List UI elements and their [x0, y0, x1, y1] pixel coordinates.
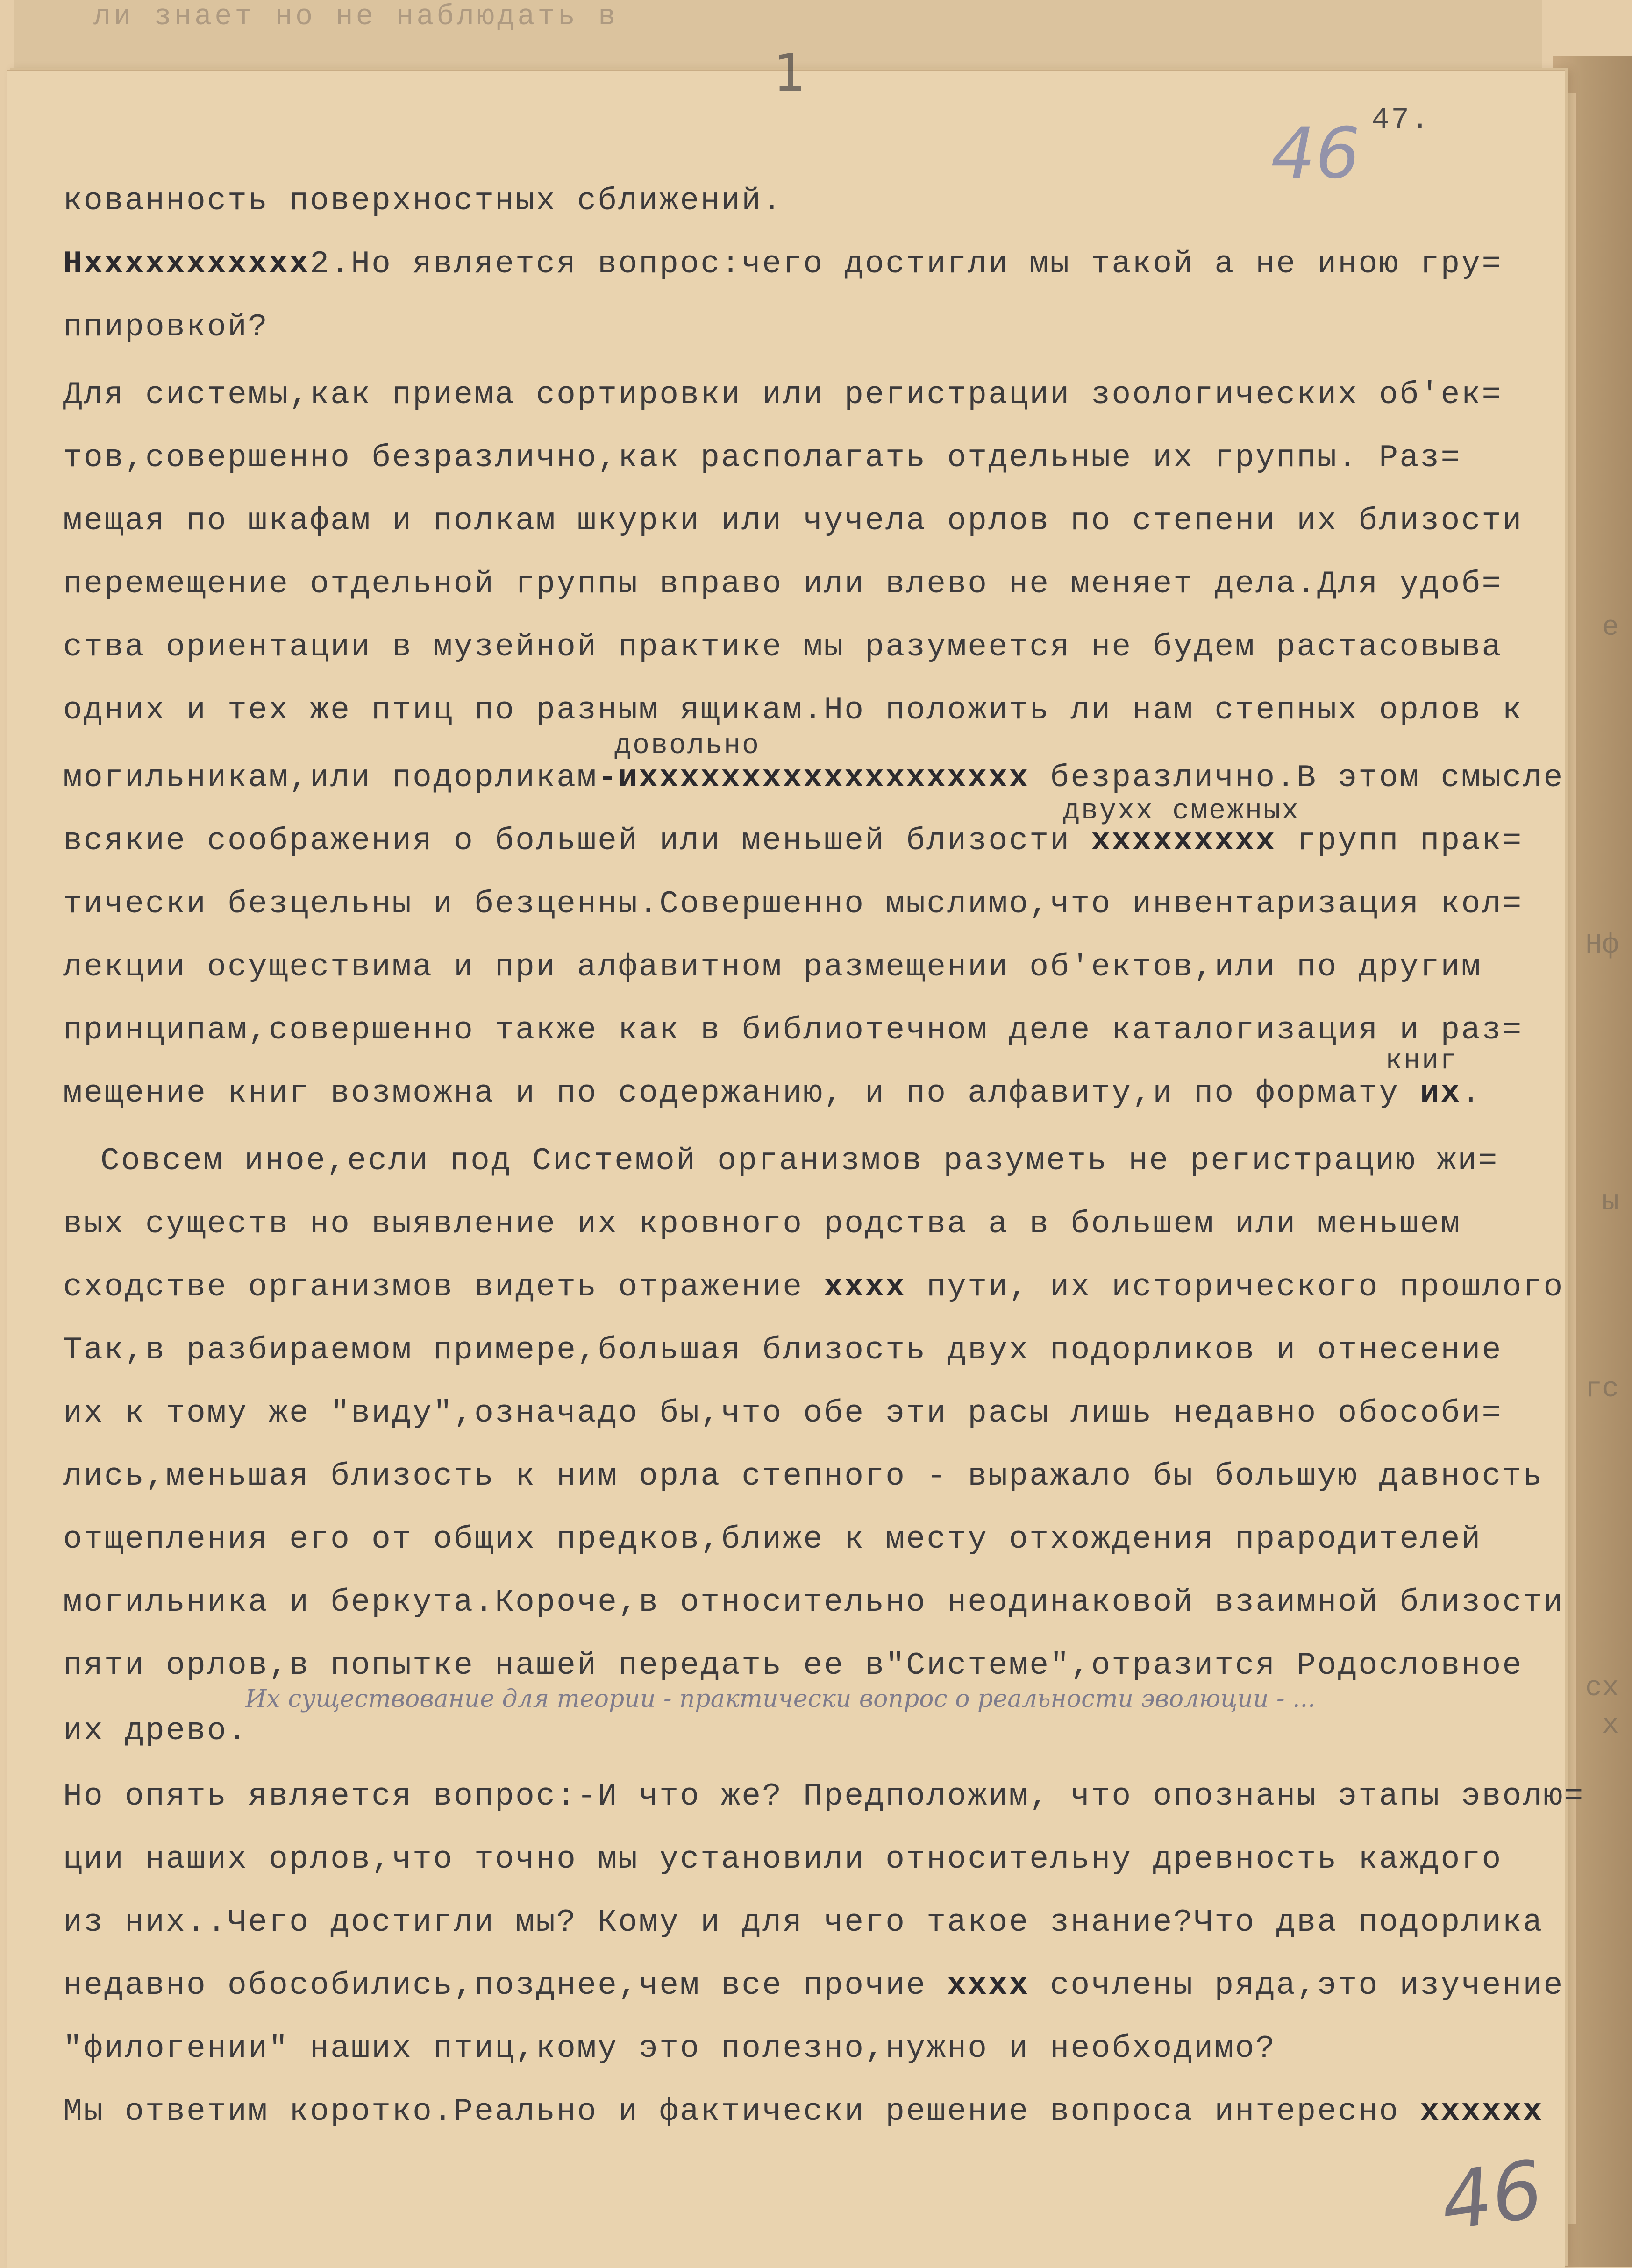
text-line: могильникам,или подорликам-иххххххххххххххххххх безразлично.В этом смысле [63, 760, 1564, 796]
edge-letter: сх [1585, 1672, 1619, 1704]
struck-text: их [1420, 1075, 1461, 1111]
struck-text: ххххххххх [1091, 823, 1276, 859]
archive-stamp-number: 46 [1271, 113, 1360, 194]
text-line: всякие соображения о большей или меньшей близости ххххххххх групп прак= [63, 823, 1523, 859]
text-line: сходстве организмов видеть отражение хххх пути, их исторического прошлого [63, 1269, 1564, 1305]
struck-text: -иххххххххххххххххххх [598, 760, 1030, 796]
page-number: 47. [1371, 104, 1431, 137]
text-line: одних и тех же птиц по разным ящикам.Но положить ли нам степных орлов к [63, 692, 1523, 728]
struck-text: хххх [947, 1968, 1030, 2004]
edge-letter: гс [1585, 1373, 1619, 1405]
text-line: отщепления его от общих предков,ближе к месту отхождения прародителей [63, 1521, 1482, 1557]
edge-letter: е [1602, 612, 1619, 644]
text-line: мещение книг возможна и по содержанию, и по алфавиту,и по формату их. [63, 1075, 1482, 1111]
text-line: Нххххххххххх2.Но является вопрос:чего достигли мы такой а не иною гру= [63, 246, 1503, 282]
text-line: тов,совершенно безразлично,как располагать отдельные их группы. Раз= [63, 440, 1461, 476]
text-line: тически безцельны и безценны.Совершенно мыслимо,что инвентаризация кол= [63, 886, 1523, 922]
text-line: мещая по шкафам и полкам шкурки или чучела орлов по степени их близости [63, 503, 1523, 539]
underlying-edge-letters [1572, 0, 1628, 2267]
text-line: Для системы,как приема сортировки или регистрации зоологических об'ек= [63, 377, 1503, 413]
top-pencil-mark: 1 [773, 43, 806, 103]
text-line: Совсем иное,если под Системой организмов разуметь не регистрацию жи= [100, 1143, 1499, 1179]
text-line: недавно обособились,позднее,чем все прочие хххх сочлены ряда,это изучение [63, 1968, 1564, 2004]
text-line: лекции осуществима и при алфавитном размещении об'ектов,или по другим [63, 949, 1482, 985]
text-line: вых существ но выявление их кровного родства а в большем или меньшем [63, 1206, 1461, 1242]
struck-text: хххх [824, 1269, 906, 1305]
text-line: принципам,совершенно также как в библиотечном деле каталогизация и раз= [63, 1012, 1523, 1048]
text-line: Мы ответим коротко.Реально и фактически решение вопроса интересно хххххх [63, 2094, 1544, 2130]
text-line: ппировкой? [63, 309, 269, 345]
text-line: кованность поверхностных сближений. [63, 183, 783, 219]
text-line: их древо. [63, 1713, 249, 1749]
typed-insertion: довольно [614, 730, 761, 762]
edge-letter: х [1602, 1710, 1619, 1742]
underlying-page-text: ли знает но не наблюдать в [93, 0, 619, 33]
edge-letter: Нф [1585, 930, 1619, 961]
struck-text: Нххххххххххх [63, 246, 310, 282]
text-line: перемещение отдельной группы вправо или влево не меняет дела.Для удоб= [63, 566, 1503, 602]
text-line: ции наших орлов,что точно мы установили относительну древность каждого [63, 1841, 1503, 1877]
text-line: Но опять является вопрос:-И что же? Предположим, что опознаны этапы эволю= [63, 1778, 1585, 1814]
typed-insertion: двухх смежных [1063, 796, 1300, 827]
text-line: ства ориентации в музейной практике мы разумеется не будем растасовыва [63, 629, 1503, 665]
text-line: могильника и беркута.Короче,в относительно неодинаковой взаимной близости [63, 1585, 1564, 1621]
text-line: из них..Чего достигли мы? Кому и для чего такое знание?Что два подорлика [63, 1905, 1544, 1941]
text-line: пяти орлов,в попытке нашей передать ее в"Системе",отразится Родословное [63, 1648, 1523, 1684]
text-line: лись,меньшая близость к ним орла степного - выражало бы большую давность [63, 1458, 1544, 1494]
handwritten-note: Их существование для теории - практически вопрос о реальности эволюции - ... [245, 1685, 1316, 1713]
text-line: "филогении" наших птиц,кому это полезно,нужно и необходимо? [63, 2031, 1276, 2067]
typed-insertion: книг [1385, 1045, 1459, 1077]
struck-text: хххххх [1420, 2094, 1544, 2130]
document-page [7, 43, 1585, 2268]
text-line: их к тому же "виду",означадо бы,что обе эти расы лишь недавно обособи= [63, 1395, 1503, 1431]
text-line: Так,в разбираемом примере,большая близость двух подорликов и отнесение [63, 1332, 1503, 1368]
handwritten-page-number: 46 [1435, 2143, 1549, 2249]
edge-letter: ы [1602, 1187, 1619, 1218]
